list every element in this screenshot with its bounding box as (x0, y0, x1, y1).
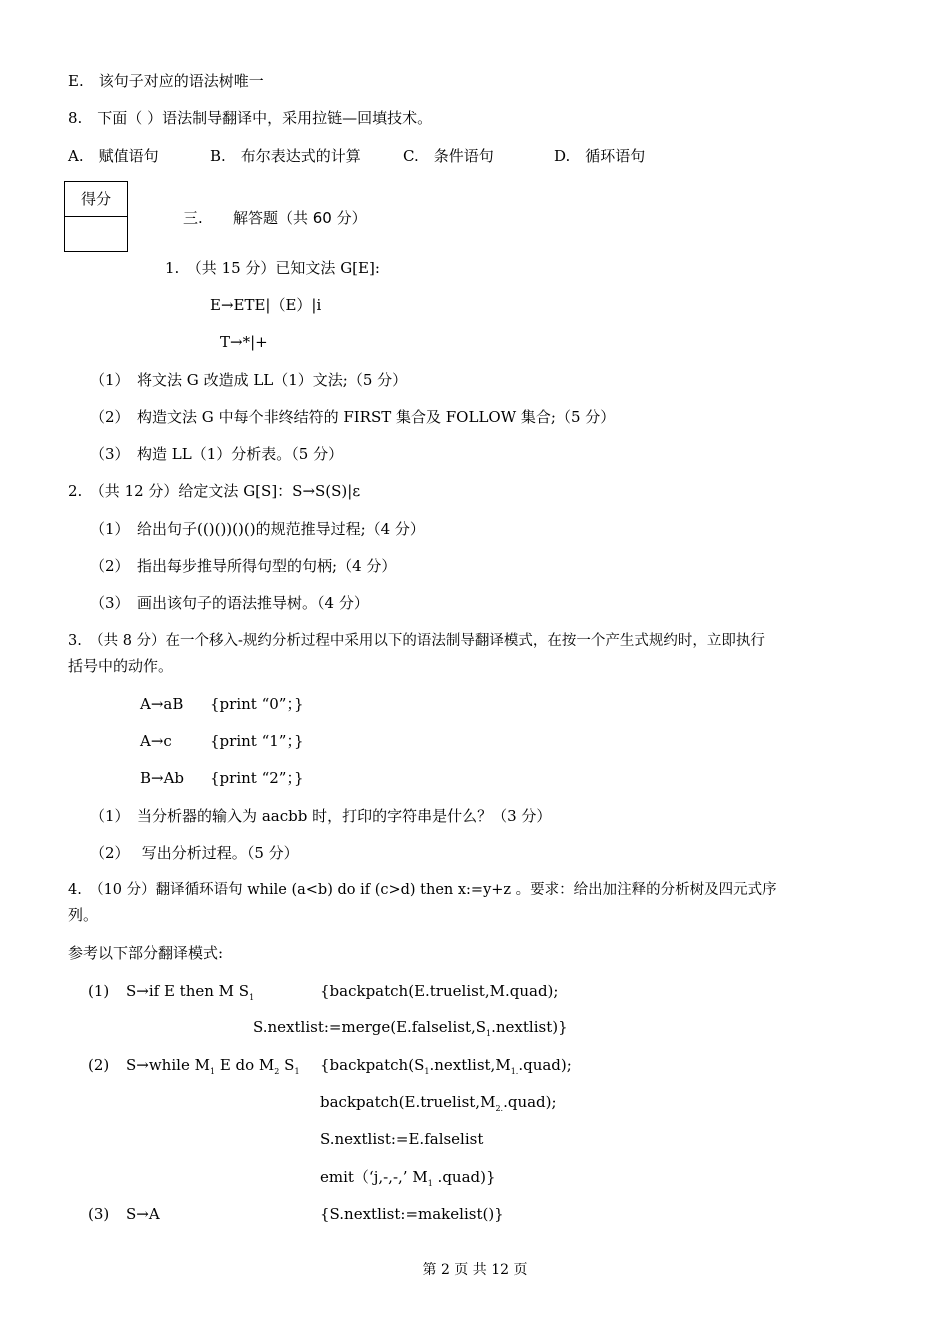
scheme-2-prod-sub1: 1 (209, 1067, 216, 1076)
scheme-2-number: (2) (88, 1056, 110, 1074)
scheme-2-prod-c: S (279, 1056, 295, 1074)
p1-subq-2: （2） 构造文法 G 中每个非终结符的 FIRST 集合及 FOLLOW 集合;（5 分） (90, 408, 616, 426)
scheme-1-action-2 (253, 1017, 568, 1044)
p3-rule1-action: {print “0”；} (210, 695, 304, 713)
p3-rule2-action: {print “1”；} (210, 732, 304, 750)
p3-stem-line2: 括号中的动作。 (68, 657, 174, 675)
q8-option-c: C. 条件语句 (403, 147, 494, 165)
p2-subq-2: （2） 指出每步推导所得句型的句柄;（4 分） (90, 557, 397, 575)
p2-subq-3: （3） 画出该句子的语法推导树。（4 分） (90, 594, 369, 612)
scheme-1-number: (1) (88, 982, 110, 1000)
scheme-2-act1-sub2: 1. (510, 1067, 519, 1076)
q8-option-d: D. 循环语句 (554, 147, 646, 165)
section-title: 解答题（共 60 分） (233, 209, 367, 227)
p2-subq-1: （1） 给出句子(()())()()的规范推导过程;（4 分） (90, 520, 425, 538)
scheme-2-act1-c: .quad); (518, 1056, 572, 1074)
p3-subq-1: （1） 当分析器的输入为 aacbb 时，打印的字符串是什么？（3 分） (90, 807, 552, 825)
scheme-2-act1-sub1: 1 (424, 1067, 430, 1076)
scheme-3-number: (3) (88, 1205, 110, 1223)
scheme-2-act2-b: .quad); (503, 1093, 557, 1111)
scheme-1-action-2-text-b: .nextlist)} (491, 1018, 568, 1036)
p2-stem: 2. （共 12 分）给定文法 G[S]：S→S(S)|ε (68, 482, 361, 500)
p1-subq-1: （1） 将文法 G 改造成 LL（1）文法;（5 分） (90, 371, 408, 389)
scheme-1-action-2-sub: 1 (486, 1029, 492, 1038)
section-number: 三. (183, 209, 203, 227)
p4-stem-line1: 4. （10 分）翻译循环语句 while (a<b) do if (c>d) then x:=y+z 。要求：给出加注释的分析树及四元式序 (68, 882, 777, 898)
scheme-2-act1-b: .nextlist,M (429, 1056, 511, 1074)
scheme-2-production (126, 1055, 300, 1082)
scheme-2-action-1 (320, 1055, 572, 1082)
scheme-2-action-3: S.nextlist:=E.falselist (320, 1130, 484, 1148)
scheme-2-act2-a: backpatch(E.truelist,M (320, 1093, 496, 1111)
p1-rule-e: E→ETE|（E）|i (210, 296, 322, 314)
p1-rule-t: T→*|+ (220, 333, 268, 351)
scheme-2-prod-a: S→while M (126, 1056, 210, 1074)
p3-rule2-production: A→c (140, 732, 172, 750)
scheme-1-production-sub: 1 (249, 993, 255, 1002)
scheme-2-action-2 (320, 1092, 557, 1119)
scheme-1-action-1: {backpatch(E.truelist,M.quad); (320, 982, 559, 1000)
p3-rule3-action: {print “2”；} (210, 769, 304, 787)
p3-rule3-production: B→Ab (140, 769, 185, 787)
scheme-1-production-text: S→if E then M S (126, 982, 250, 1000)
p1-subq-3: （3） 构造 LL（1）分析表。（5 分） (90, 445, 344, 463)
p3-rule1-production: A→aB (140, 695, 184, 713)
p4-reference-intro: 参考以下部分翻译模式: (68, 944, 224, 962)
q7-option-e: E. 该句子对应的语法树唯一 (68, 72, 264, 90)
p3-stem-line1: 3. （共 8 分）在一个移入-规约分析过程中采用以下的语法制导翻译模式，在按一个产生式规约时，立即执行 (68, 633, 765, 649)
scheme-2-act4-a: emit（‘j,-,-,’ M (320, 1168, 428, 1186)
score-box (64, 181, 128, 252)
scheme-2-prod-b: E do M (215, 1056, 275, 1074)
scheme-2-act1-a: {backpatch(S (320, 1056, 425, 1074)
scheme-3-action: {S.nextlist:=makelist()} (320, 1205, 504, 1223)
scheme-2-act2-sub: 2. (495, 1104, 504, 1113)
p3-subq-2: （2） 写出分析过程。（5 分） (90, 844, 299, 862)
scheme-1-production (126, 981, 254, 1008)
scheme-2-action-4 (320, 1167, 496, 1194)
scheme-1-action-2-text-a: S.nextlist:=merge(E.falselist,S (253, 1018, 487, 1036)
page-footer: 第 2 页 共 12 页 (422, 1262, 528, 1278)
q8-option-a: A. 赋值语句 (68, 147, 159, 165)
scheme-2-act4-sub: 1 (427, 1179, 433, 1188)
scheme-2-prod-sub3: 1 (294, 1067, 300, 1076)
p4-stem-line2: 列。 (68, 906, 99, 924)
p1-stem: 1. （共 15 分）已知文法 G[E]: (165, 259, 380, 277)
scheme-3-production: S→A (126, 1205, 160, 1223)
q8-option-b: B. 布尔表达式的计算 (210, 147, 361, 165)
scheme-2-prod-sub2: 2 (274, 1067, 280, 1076)
q8-stem: 8. 下面（ ）语法制导翻译中，采用拉链—回填技术。 (68, 109, 433, 127)
score-label: 得分 (65, 182, 127, 217)
scheme-2-act4-b: .quad)} (432, 1168, 496, 1186)
